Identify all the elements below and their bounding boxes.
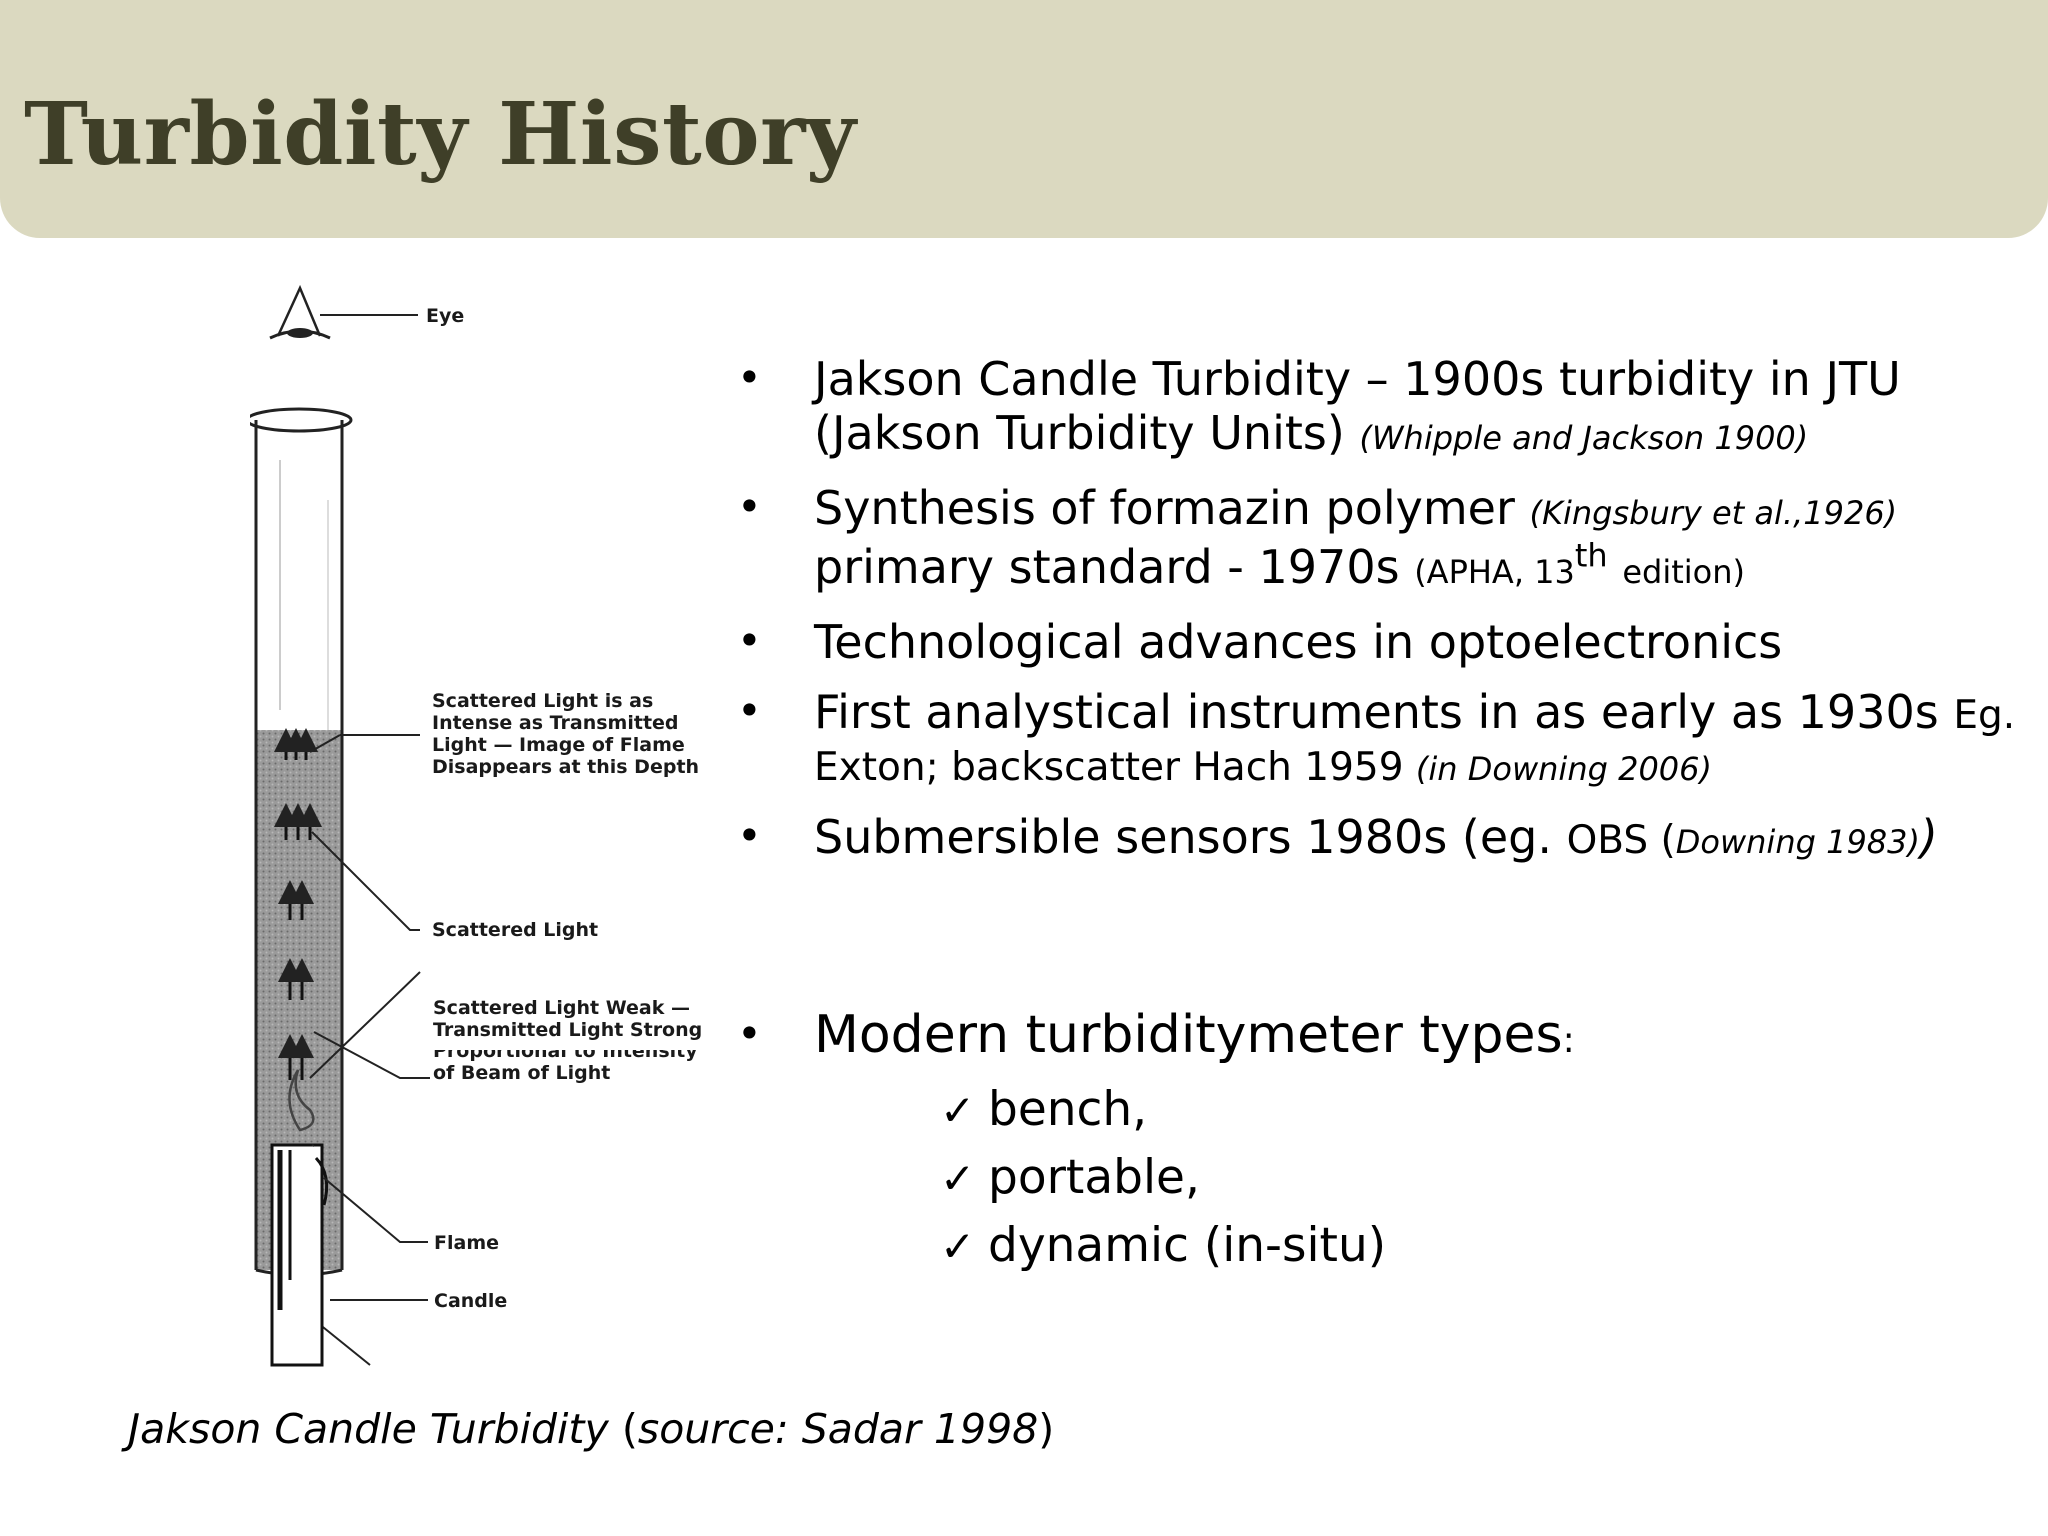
caption-title: Jakson Candle Turbidity: [128, 1405, 609, 1453]
bullet-dot: •: [737, 482, 762, 531]
label-flame: Flame: [434, 1232, 499, 1254]
check-text: portable,: [988, 1150, 1200, 1205]
bullet-line: [814, 743, 2020, 794]
bullet-text: First analystical instruments in as early as 1930s: [814, 685, 1939, 739]
bullet-line: [814, 406, 2020, 465]
label-scattered-intense-3: Light — Image of Flame: [432, 734, 685, 756]
arrow-leader: [250, 1030, 450, 1090]
check-text: bench,: [988, 1082, 1148, 1137]
bullet-text: primary standard - 1970s: [814, 540, 1400, 594]
figure-caption: [128, 1405, 1054, 1453]
slide-title: Turbidity History: [24, 84, 857, 185]
bullet-line: [814, 1000, 2020, 1076]
bullet-dot: •: [737, 616, 762, 665]
bullet-item: [730, 685, 2020, 794]
caption-paren: ): [1038, 1405, 1055, 1453]
checkmark-icon: ✓: [940, 1222, 976, 1271]
bullet-note: OBS (: [1566, 818, 1676, 863]
caption-source: source: Sadar 1998: [637, 1405, 1039, 1453]
bullet-line: [814, 536, 2020, 599]
citation: (in Downing 2006): [1415, 750, 1712, 788]
bullet-dot: •: [737, 353, 762, 402]
bullet-item: [730, 352, 2020, 465]
bullet-note: edition): [1622, 553, 1745, 591]
bullet-line: [814, 481, 2020, 540]
caption-paren: (: [621, 1405, 638, 1453]
bullet-text: Exton; backscatter Hach 1959: [814, 745, 1404, 790]
turbiditymeter-types: [940, 1076, 1386, 1280]
label-scattered: Scattered Light: [432, 919, 599, 941]
candle-icon: [272, 1145, 327, 1365]
bullet-dot: •: [737, 1009, 762, 1058]
citation: (Kingsbury et al.,1926): [1529, 494, 1898, 532]
check-item: [940, 1212, 1386, 1280]
label-scattered-intense-1: Scattered Light is as: [432, 690, 654, 712]
label-arrow-2: Proportional to Intensity: [433, 1050, 698, 1062]
eye-icon: [270, 288, 330, 338]
modern-label: Modern turbiditymeter types: [814, 1005, 1563, 1065]
candle-diagram: [250, 1050, 710, 1370]
label-weak-2: Transmitted Light Strong: [433, 1019, 703, 1041]
modern-colon: :: [1562, 1020, 1575, 1061]
bullet-text: (Jakson Turbidity Units): [814, 406, 1345, 460]
modern-types: [730, 1000, 2020, 1076]
bullet-item: [730, 481, 2020, 599]
citation: Downing 1983): [1675, 823, 1920, 861]
label-weak-1: Scattered Light Weak —: [433, 997, 690, 1019]
bullet-item: [730, 615, 2020, 669]
check-item: [940, 1144, 1386, 1212]
checkmark-icon: ✓: [940, 1154, 976, 1203]
bullet-paren: ): [1920, 810, 1938, 864]
bullet-item: [730, 1000, 2020, 1076]
citation: (Whipple and Jackson 1900): [1359, 419, 1809, 457]
label-eye: Eye: [426, 305, 465, 327]
bullet-note: Eg.: [1953, 693, 2016, 738]
label-scattered-intense-2: Intense as Transmitted: [432, 712, 679, 734]
bullet-line: Technological advances in optoelectronics: [814, 615, 1783, 669]
bullet-dot: •: [737, 811, 762, 860]
bullet-line: Jakson Candle Turbidity – 1900s turbidity in JTU: [814, 352, 1901, 406]
label-scattered-intense-4: Disappears at this Depth: [432, 756, 700, 778]
superscript: th: [1574, 536, 1608, 575]
bullet-list: [730, 352, 2020, 885]
bullet-item: [730, 810, 2020, 869]
bullet-dot: •: [737, 686, 762, 735]
label-candle: Candle: [434, 1290, 508, 1312]
check-text: dynamic (in-situ): [988, 1218, 1387, 1273]
check-item: [940, 1076, 1386, 1144]
bullet-note: (APHA, 13: [1414, 553, 1575, 591]
checkmark-icon: ✓: [940, 1086, 976, 1135]
bullet-text: Submersible sensors 1980s (eg.: [814, 810, 1552, 864]
bullet-line: [814, 810, 2020, 869]
bullet-text: Synthesis of formazin polymer: [814, 481, 1515, 535]
label-arrow-3: of Beam of Light: [433, 1062, 611, 1084]
bullet-line: [814, 685, 2020, 743]
